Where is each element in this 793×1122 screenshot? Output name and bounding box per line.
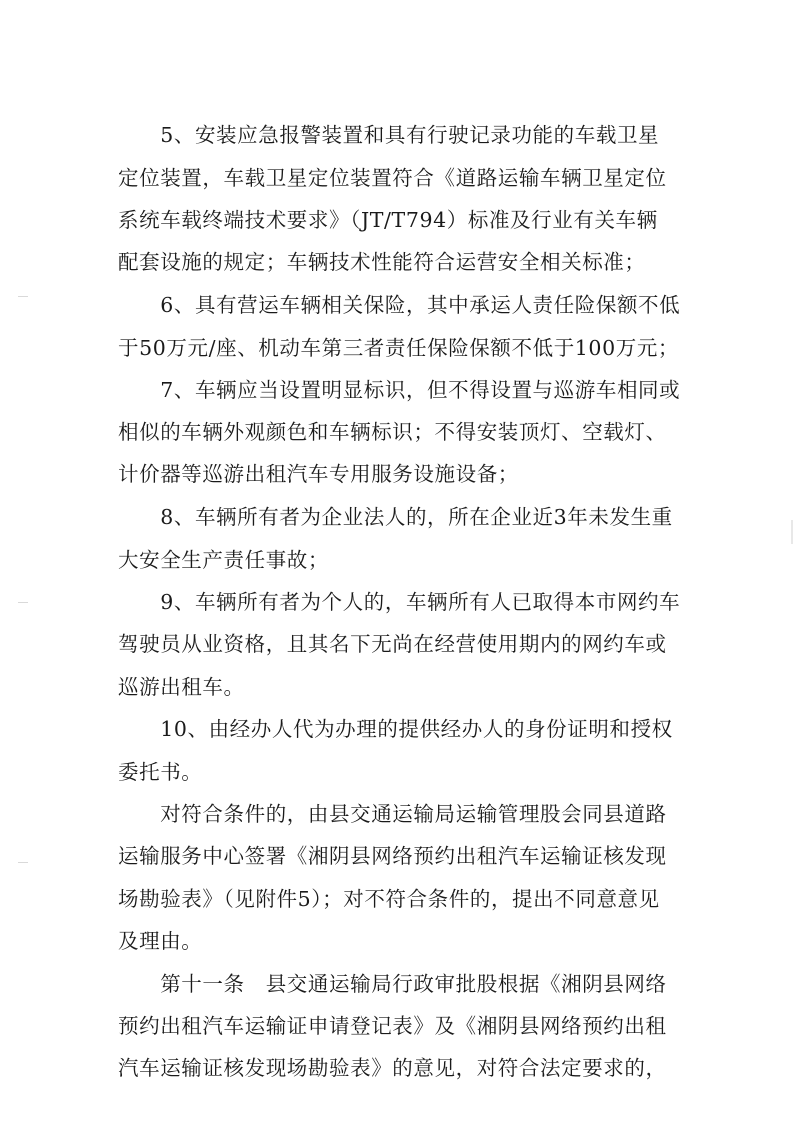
text-line: 系统车载终端技术要求》（JT/T794）标准及行业有关车辆 <box>118 208 658 232</box>
text-line: 相似的车辆外观颜色和车辆标识；不得安装顶灯、空载灯、 <box>118 420 667 444</box>
text-line: 9、车辆所有者为个人的，车辆所有人已取得本市网约车 <box>118 590 681 614</box>
text-line: 于50万元/座、机动车第三者责任保险保额不低于100万元； <box>118 336 680 360</box>
text-line: 预约出租汽车运输证申请登记表》及《湘阴县网络预约出租 <box>118 1014 667 1038</box>
scan-artifact <box>18 862 28 863</box>
scan-artifact <box>18 296 28 297</box>
text-line: 定位装置，车载卫星定位装置符合《道路运输车辆卫星定位 <box>118 166 667 190</box>
text-line: 计价器等巡游出租汽车专用服务设施设备； <box>118 462 519 486</box>
text-line: 5、安装应急报警装置和具有行驶记录功能的车载卫星 <box>118 123 660 147</box>
text-line: 委托书。 <box>118 760 203 784</box>
text-line: 配套设施的规定；车辆技术性能符合运营安全相关标准； <box>118 250 646 274</box>
text-line: 6、具有营运车辆相关保险，其中承运人责任险保额不低 <box>118 293 681 317</box>
text-line: 驾驶员从业资格，且其名下无尚在经营使用期内的网约车或 <box>118 632 667 656</box>
text-line: 及理由。 <box>118 929 203 953</box>
text-line: 大安全生产责任事故； <box>118 548 329 572</box>
text-line: 运输服务中心签署《湘阴县网络预约出租汽车运输证核发现 <box>118 844 667 868</box>
text-line: 巡游出租车。 <box>118 675 245 699</box>
text-line: 10、由经办人代为办理的提供经办人的身份证明和授权 <box>118 717 673 741</box>
text-line: 8、车辆所有者为企业法人的，所在企业近3年未发生重 <box>118 505 673 529</box>
text-line: 7、车辆应当设置明显标识，但不得设置与巡游车相同或 <box>118 378 681 402</box>
text-line: 场勘验表》（见附件5）；对不符合条件的，提出不同意意见 <box>118 887 660 911</box>
text-line: 汽车运输证核发现场勘验表》的意见，对符合法定要求的， <box>118 1056 667 1080</box>
scan-artifact <box>18 602 28 603</box>
text-line: 第十一条 县交通运输局行政审批股根据《湘阴县网络 <box>118 972 667 996</box>
text-line: 对符合条件的，由县交通运输局运输管理股会同县道路 <box>118 802 667 826</box>
